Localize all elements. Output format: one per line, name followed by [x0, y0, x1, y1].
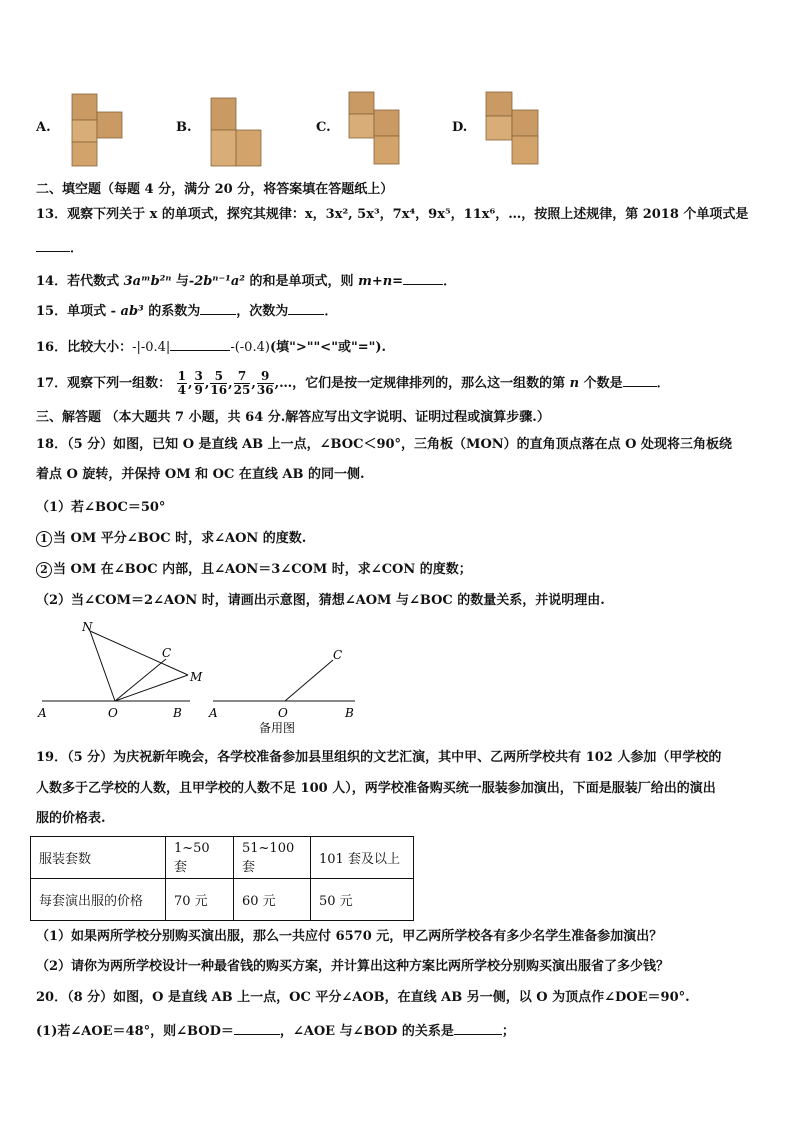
option-d-label: D. — [452, 120, 468, 135]
q18-line1: 18．（5 分）如图，已知 O 是直线 AB 上一点，∠BOC＜90°，三角板（MON）的直角顶点落在点 O 处现将三角板绕 — [36, 437, 733, 452]
fraction-numerator: 3 — [194, 369, 203, 383]
q17 — [36, 368, 670, 400]
backup-label-c: C — [333, 648, 343, 662]
q14-text-a: 14．若代数式 — [36, 274, 124, 289]
ray-om — [115, 675, 188, 701]
label-b: B — [173, 706, 182, 720]
fraction — [177, 370, 187, 397]
q18-part1: （1）若∠BOC＝50° — [36, 500, 166, 515]
label-a: A — [38, 706, 47, 720]
q17-prefix: 17．观察下列一组数： — [36, 376, 172, 391]
table-cell: 50 元 — [311, 879, 414, 921]
fraction-denominator: 36 — [256, 383, 274, 397]
q17-end: ． — [656, 376, 670, 391]
option-a-figure — [70, 92, 124, 172]
q17-answer-blank[interactable] — [623, 374, 657, 387]
q19-line2: 人数多于乙学校的人数，且甲学校的人数不足 100 人），两学校准备购买统一服装参加演出，下面是服装厂给出的演出 — [36, 781, 716, 796]
fraction-numerator: 5 — [210, 370, 227, 384]
q15 — [36, 302, 337, 321]
option-c-figure — [347, 90, 401, 172]
q20-text-c: ； — [501, 1024, 515, 1039]
fraction-denominator: 25 — [233, 383, 251, 397]
q19-line3: 服的价格表. — [36, 811, 106, 826]
fraction — [194, 370, 204, 397]
table-cell: 服装套数 — [31, 837, 166, 879]
q15-text-b: 的系数为 — [143, 304, 201, 319]
fraction — [210, 370, 227, 397]
backup-figure-caption: 备用图 — [259, 721, 296, 735]
q20-line2 — [36, 1022, 515, 1041]
q17-var: n — [569, 376, 580, 391]
q19-part2: （2）请你为两所学校设计一种最省钱的购买方案，并计算出这种方案比两所学校分别购买演出服省了多少钱？ — [36, 959, 670, 974]
label-n: N — [82, 620, 93, 634]
option-a-label: A. — [36, 120, 51, 135]
q15-text-a: 15．单项式 - — [36, 304, 121, 319]
fraction-separator: , — [204, 376, 210, 391]
q20-relation-blank[interactable] — [454, 1022, 502, 1035]
segment-nm — [90, 631, 188, 675]
q18-sub1-text: 当 OM 平分∠BOC 时，求∠AON 的度数. — [53, 531, 307, 546]
q18-sub1 — [36, 530, 306, 548]
fraction-numerator: 7 — [234, 370, 251, 384]
fraction-numerator: 9 — [257, 370, 274, 384]
section-2-header: 二、填空题（每题 4 分，满分 20 分，将答案填在答题纸上） — [36, 182, 394, 197]
q18-sub2-text: 当 OM 在∠BOC 内部，且∠AON＝3∠COM 时，求∠CON 的度数； — [53, 562, 472, 577]
q13-line1: 13．观察下列关于 x 的单项式，探究其规律：x，3x², 5x³，7x⁴，9x⁵，11x⁶，…，按照上述规律，第 2018 个单项式是 — [36, 207, 749, 222]
fraction-denominator: 9 — [194, 383, 203, 397]
price-table — [30, 836, 414, 921]
q18-figure-backup — [205, 640, 365, 738]
q20-text-b: ，∠AOE 与∠BOD 的关系是 — [279, 1024, 454, 1039]
option-c-label: C. — [316, 120, 331, 135]
q20-bod-blank[interactable] — [234, 1022, 280, 1035]
backup-label-o: O — [278, 706, 288, 720]
option-b-figure — [209, 96, 263, 172]
table-cell: 70 元 — [166, 879, 234, 921]
q14-expr3: m+n= — [358, 274, 404, 289]
table-cell: 每套演出服的价格 — [31, 879, 166, 921]
table-row — [31, 837, 414, 879]
q20-line1: 20．（8 分）如图，O 是直线 AB 上一点，OC 平分∠AOB，在直线 AB 另一侧，以 O 为顶点作∠DOE＝90°. — [36, 990, 690, 1005]
q18-sub1-number: 1 — [36, 531, 52, 547]
q17-fraction-sequence — [176, 369, 275, 397]
option-d-figure — [484, 90, 540, 172]
q17-middle: ,…，它们是按一定规律排列的，那么这一组数的第 — [274, 376, 570, 391]
table-cell: 60 元 — [234, 879, 311, 921]
fraction-separator: , — [187, 376, 193, 391]
q16-hint: (填">""<"或"="). — [269, 340, 387, 355]
q15-coefficient-blank[interactable] — [200, 302, 236, 315]
q15-degree-blank[interactable] — [288, 302, 324, 315]
q16 — [36, 338, 386, 357]
backup-ray-oc — [285, 660, 333, 701]
q15-text-c: ，次数为 — [236, 304, 289, 319]
q14-answer-blank[interactable] — [403, 272, 443, 285]
option-b-label: B. — [176, 120, 192, 135]
backup-label-b: B — [345, 706, 354, 720]
q14-expr2: 2bⁿ⁻¹a² — [194, 274, 245, 289]
q18-line2: 着点 O 旋转，并保持 OM 和 OC 在直线 AB 的同一侧. — [36, 467, 365, 482]
ray-oc — [115, 659, 166, 701]
backup-label-a: A — [209, 706, 218, 720]
q13-end: ． — [70, 241, 84, 256]
q16-text-a: 16．比较大小： — [36, 340, 133, 355]
q13-answer-blank[interactable] — [36, 239, 70, 252]
q20-text-a: (1)若∠AOE＝48°，则∠BOD＝ — [36, 1024, 234, 1039]
q14 — [36, 272, 456, 291]
fraction-denominator: 16 — [210, 383, 228, 397]
fraction-separator: , — [251, 376, 256, 391]
q13-line2 — [36, 239, 83, 258]
label-m: M — [190, 670, 203, 684]
table-row — [31, 879, 414, 921]
q19-part1: （1）如果两所学校分别购买演出服，那么一共应付 6570 元，甲乙两所学校各有多少名学生准备参加演出？ — [36, 929, 663, 944]
q14-text-c: 的和是单项式，则 — [245, 274, 359, 289]
ray-on — [90, 631, 115, 701]
fraction — [234, 370, 251, 397]
q18-part2: （2）当∠COM＝2∠AON 时，请画出示意图，猜想∠AOM 与∠BOC 的数量关系，并说明理由. — [36, 593, 605, 608]
table-cell: 1~50 套 — [166, 837, 234, 879]
section-3-header: 三、解答题 （本大题共 7 小题，共 64 分.解答应写出文字说明、证明过程或演算步骤.） — [36, 410, 550, 425]
q18-sub2-number: 2 — [36, 562, 52, 578]
table-cell: 51~100 套 — [234, 837, 311, 879]
q18-sub2 — [36, 561, 472, 579]
fraction-denominator: 4 — [177, 383, 186, 397]
fraction-numerator: 1 — [177, 369, 186, 383]
q15-expr: ab³ — [120, 304, 144, 319]
q18-figure-main — [30, 615, 210, 720]
q16-expr-left: -|-0.4| — [132, 340, 171, 355]
q14-text-d: ． — [443, 274, 457, 289]
q15-text-d: ． — [324, 304, 338, 319]
q17-suffix: 个数是 — [579, 376, 623, 391]
table-cell: 101 套及以上 — [311, 837, 414, 879]
fraction-separator: , — [228, 376, 233, 391]
fraction — [257, 370, 274, 397]
label-c: C — [162, 646, 172, 660]
q16-answer-blank[interactable] — [170, 338, 230, 351]
q19-line1: 19．（5 分）为庆祝新年晚会，各学校准备参加县里组织的文艺汇演，其中甲、乙两所学校共有 102 人参加（甲学校的 — [36, 750, 722, 765]
label-o: O — [108, 706, 118, 720]
q14-text-b: 与- — [171, 274, 195, 289]
q16-expr-right: -(-0.4) — [230, 340, 270, 355]
q14-expr1: 3aᵐb²ⁿ — [123, 274, 172, 289]
